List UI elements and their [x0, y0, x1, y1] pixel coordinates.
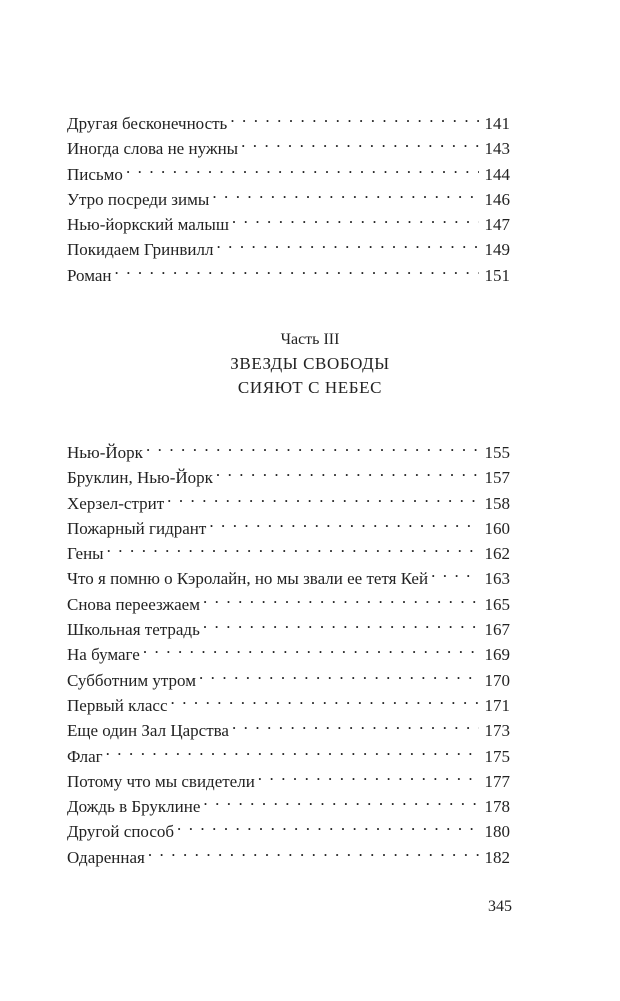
- toc-entry-page: 165: [484, 594, 510, 614]
- toc-entry-title: Херзел-стрит: [67, 493, 165, 513]
- toc-leader-dots: [212, 180, 479, 205]
- part-heading: [0, 328, 620, 400]
- toc-entry-title: Бруклин, Нью-Йорк: [67, 468, 213, 488]
- toc-leader-dots: [258, 762, 479, 787]
- toc-entry-page: 178: [484, 797, 510, 817]
- toc-entry-title: Что я помню о Кэролайн, но мы звали ее тетя Кей: [67, 569, 429, 589]
- toc-leader-dots: [126, 155, 479, 180]
- toc-leader-dots: [203, 585, 479, 610]
- toc-leader-dots: [143, 635, 479, 660]
- toc-entry: [67, 534, 510, 564]
- toc-entry-title: Дождь в Бруклине: [67, 797, 201, 817]
- toc-entry-page: 147: [484, 215, 510, 235]
- toc-leader-dots: [216, 230, 479, 255]
- toc-leader-dots: [209, 509, 479, 534]
- toc-entry-page: 170: [484, 670, 510, 690]
- toc-entry-title: Нью-йоркский малыш: [67, 215, 229, 235]
- toc-list-bottom: [67, 433, 510, 867]
- toc-entry-page: 173: [484, 721, 510, 741]
- toc-leader-dots: [115, 256, 480, 281]
- toc-entry-page: 151: [484, 265, 510, 285]
- toc-entry-title: На бумаге: [67, 645, 140, 665]
- toc-entry-page: 158: [484, 493, 510, 513]
- toc-leader-dots: [148, 838, 479, 863]
- toc-entry-page: 182: [484, 847, 510, 867]
- toc-entry: [67, 433, 510, 462]
- part-title-line-2: СИЯЮТ С НЕБЕС: [237, 378, 383, 397]
- toc-leader-dots: [203, 787, 479, 812]
- part-number: Часть III: [280, 331, 340, 348]
- toc-entry-page: 175: [484, 746, 510, 766]
- toc-leader-dots: [167, 484, 479, 509]
- toc-entry-title: Пожарный гидрант: [67, 518, 207, 538]
- toc-entry-title: Школьная тетрадь: [67, 620, 200, 640]
- toc-entry-page: 167: [484, 620, 510, 640]
- toc-entry-page: 171: [484, 695, 510, 715]
- toc-entry: [67, 559, 510, 589]
- toc-entry-title: Флаг: [67, 746, 103, 766]
- toc-list-top: [67, 104, 510, 285]
- part-title-line-1: ЗВЕЗДЫ СВОБОДЫ: [230, 354, 390, 373]
- toc-entry-page: 163: [484, 569, 510, 589]
- toc-entry-title: Роман: [67, 265, 112, 285]
- toc-leader-dots: [431, 559, 479, 584]
- toc-entry-title: Другой способ: [67, 822, 175, 842]
- toc-entry-title: Первый класс: [67, 695, 168, 715]
- toc-leader-dots: [107, 534, 479, 559]
- toc-leader-dots: [199, 661, 479, 686]
- toc-entry-title: Потому что мы свидетели: [67, 771, 255, 791]
- toc-entry-page: 162: [484, 544, 510, 564]
- toc-entry: [67, 180, 510, 209]
- toc-leader-dots: [171, 686, 480, 711]
- toc-leader-dots: [216, 458, 479, 483]
- toc-leader-dots: [230, 104, 479, 129]
- toc-leader-dots: [241, 129, 479, 154]
- toc-entry-title: Письмо: [67, 164, 123, 184]
- toc-entry-page: 180: [484, 822, 510, 842]
- toc-entry-page: 157: [484, 468, 510, 488]
- toc-entry-title: Иногда слова не нужны: [67, 139, 239, 159]
- toc-leader-dots: [106, 737, 479, 762]
- toc-entry-page: 169: [484, 645, 510, 665]
- toc-entry-page: 143: [484, 139, 510, 159]
- toc-entry-page: 155: [484, 443, 510, 462]
- toc-leader-dots: [232, 205, 479, 230]
- toc-entry-title: Нью-Йорк: [67, 443, 143, 462]
- toc-entry: [67, 762, 510, 791]
- toc-entry-title: Покидаем Гринвилл: [67, 240, 214, 260]
- toc-entry-page: 160: [484, 518, 510, 538]
- toc-entry-page: 149: [484, 240, 510, 260]
- toc-entry-page: 141: [484, 114, 510, 133]
- toc-entry-title: Субботним утром: [67, 670, 196, 690]
- toc-entry: [67, 256, 510, 285]
- toc-entry: [67, 104, 510, 133]
- toc-entry-title: Еще один Зал Царства: [67, 721, 229, 741]
- toc-entry-page: 177: [484, 771, 510, 791]
- toc-entry: [67, 155, 510, 184]
- toc-entry-title: Гены: [67, 544, 104, 564]
- toc-entry-title: Одаренная: [67, 847, 145, 867]
- toc-leader-dots: [232, 711, 479, 736]
- toc-entry-page: 146: [484, 189, 510, 209]
- toc-entry-title: Другая бесконечность: [67, 114, 228, 133]
- toc-leader-dots: [203, 610, 479, 635]
- toc-entry-title: Утро посреди зимы: [67, 189, 210, 209]
- page-number: 345: [488, 898, 512, 915]
- toc-entry-page: 144: [484, 164, 510, 184]
- toc-leader-dots: [177, 812, 479, 837]
- toc-leader-dots: [146, 433, 479, 458]
- toc-entry: [67, 737, 510, 766]
- toc-entry-title: Снова переезжаем: [67, 594, 200, 614]
